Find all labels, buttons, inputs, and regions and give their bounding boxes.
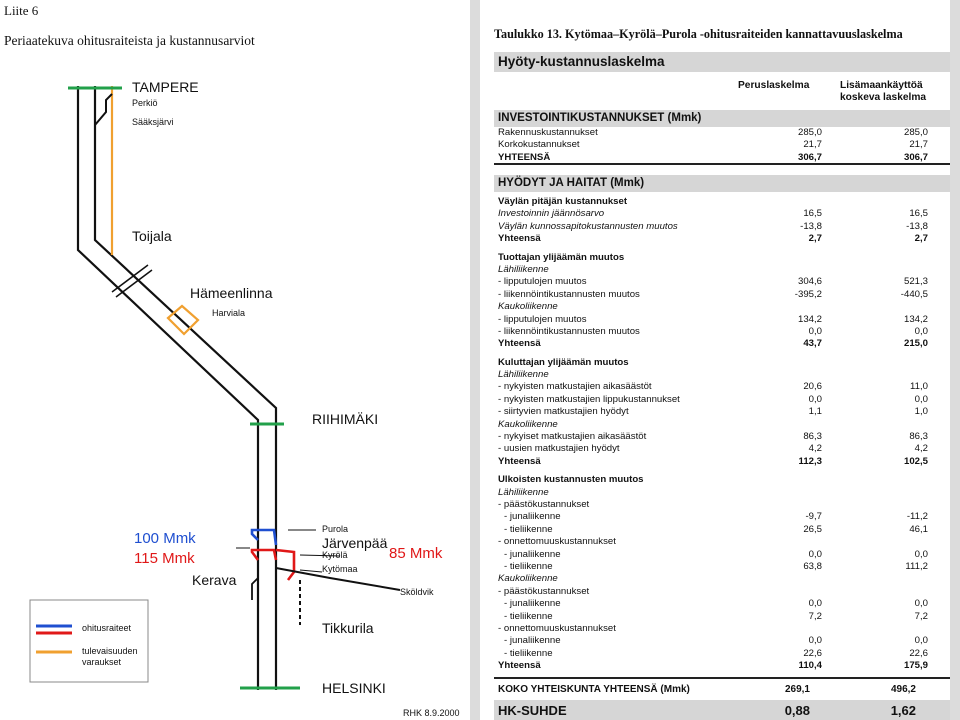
value-additional: 86,3 [909,431,928,443]
table-row [498,598,948,610]
value-basic: 306,7 [797,151,822,163]
value-basic: 86,3 [803,431,822,443]
value-basic: 110,4 [798,660,822,672]
perkio-branch [95,94,112,125]
table-row [498,635,948,647]
table-row [498,536,948,548]
row-label: - nykyisten matkustajien lippukustannukset [498,393,680,405]
ratio-additional: 1,62 [890,703,916,718]
table-row [498,524,948,536]
red-passing-track [252,550,276,560]
station-saaksjarvi: Sääksjärvi [132,117,174,127]
table-row [498,264,948,276]
table-row [498,394,948,406]
hameenlinna-loop [168,306,198,334]
station-tikkurila: Tikkurila [322,620,374,636]
value-basic: 0,0 [808,548,822,560]
cost-blue: 100 Mmk [134,530,196,547]
table-row [498,443,948,455]
table-row [498,314,948,326]
value-basic: 285,0 [797,127,822,138]
row-label: Kaukoliikenne [498,301,558,313]
rail-schematic [0,0,470,720]
value-additional: -13,8 [906,220,928,232]
red-passing-track-right [276,550,294,580]
value-additional: 175,9 [903,660,928,672]
table-row [498,648,948,660]
station-tampere: TAMPERE [132,79,199,95]
value-additional: 16,5 [909,208,928,220]
row-label: - onnettomuuskustannukset [498,622,616,634]
station-jarvenpaa: Järvenpää [322,535,388,551]
row-label: - liikennöintikustannusten muutos [498,288,640,300]
value-basic: 16,5 [803,208,822,220]
row-label: - onnettomuuskustannukset [498,536,616,548]
row-label: - tieliikenne [504,610,553,622]
table-row [498,549,948,561]
value-additional: 0,0 [914,325,928,337]
value-basic: -395,2 [794,288,822,300]
station-toijala: Toijala [132,228,172,244]
schematic-footer: RHK 8.9.2000 [403,708,460,718]
table-row [498,561,948,573]
value-basic: -13,8 [800,220,822,232]
value-basic: 0,0 [808,598,822,610]
row-label: Ulkoisten kustannusten muutos [498,474,644,486]
table-row [498,406,948,418]
section-investment-header: INVESTOINTIKUSTANNUKSET (Mmk) [494,110,950,127]
row-label: - junaliikenne [504,598,561,610]
cost-red: 115 Mmk [134,550,195,567]
total-basic: 269,1 [784,684,810,695]
value-additional: 102,5 [903,455,928,467]
table-row [498,127,948,139]
value-additional: 285,0 [903,127,928,138]
row-label: - junaliikenne [504,635,561,647]
section-benefits-header: HYÖDYT JA HAITAT (Mmk) [494,175,950,192]
row-label: - junaliikenne [504,511,561,523]
column-header-additional [840,80,945,104]
table-row [498,276,948,288]
table-row [498,326,948,338]
legend-passing-tracks: ohitusraiteet [82,623,132,633]
value-additional: 0,0 [914,548,928,560]
row-label: Yhteensä [498,660,541,672]
value-additional: 2,7 [914,233,928,245]
divider [494,163,950,165]
value-basic: 22,6 [803,647,822,659]
ratio-row [494,700,950,720]
row-label: - uusien matkustajien hyödyt [498,443,620,455]
table-row-total [498,233,948,245]
blue-passing-track [252,530,276,545]
row-label: - liikennöintikustannusten muutos [498,325,640,337]
value-basic: 4,2 [808,443,822,455]
schematic-title: Periaatekuva ohitusraiteista ja kustannusarviot [4,33,255,48]
row-label: - nykyisten matkustajien aikasäästöt [498,381,652,393]
section-benefits [498,196,948,672]
table-row [498,487,948,499]
row-label: Lähiliikenne [498,486,549,498]
row-label: Lähiliikenne [498,369,549,381]
row-label: Kaukoliikenne [498,418,558,430]
station-harviala: Harviala [212,308,246,318]
table-row [498,196,948,208]
value-additional: 521,3 [903,276,928,288]
total-additional: 496,2 [890,684,916,695]
value-basic: 43,7 [803,338,822,350]
table-row [498,586,948,598]
row-label: Yhteensä [498,233,541,245]
table-row [498,431,948,443]
value-additional: 0,0 [914,598,928,610]
value-additional: 4,2 [914,443,928,455]
table-row [498,252,948,264]
table-page [470,0,960,720]
value-basic: 26,5 [803,523,822,535]
value-basic: 1,1 [808,406,822,418]
value-additional: -11,2 [906,511,928,523]
legend-future-reservations: tulevaisuuden varaukset [82,646,138,667]
table-row [498,357,948,369]
value-additional: 22,6 [909,647,928,659]
value-additional: 46,1 [909,523,928,535]
row-label: Kuluttajan ylijäämän muutos [498,356,629,368]
table-row [498,573,948,585]
value-basic: 0,0 [808,325,822,337]
row-label: Rakennuskustannukset [498,127,598,138]
value-additional: 111,2 [905,560,928,572]
table-row [498,369,948,381]
value-basic: 112,3 [798,455,822,467]
table-row [498,208,948,220]
value-basic: 20,6 [803,381,822,393]
value-basic: 134,2 [797,313,822,325]
value-additional: 0,0 [914,393,928,405]
row-label: - tieliikenne [504,647,553,659]
divider [494,677,950,679]
row-label: Lähiliikenne [498,263,549,275]
table-row [498,499,948,511]
row-label: Investoinnin jäännösarvo [498,208,605,220]
main-track [78,86,276,690]
table-row-total [498,338,948,350]
schematic-page [0,0,470,720]
value-basic: 304,6 [797,276,822,288]
station-kerava: Kerava [192,572,237,588]
value-additional: 306,7 [903,151,928,163]
table-row [498,611,948,623]
table-heading: Hyöty-kustannuslaskelma [494,52,950,72]
row-label: Tuottajan ylijäämän muutos [498,251,625,263]
value-additional: 21,7 [909,139,928,151]
table-row [498,139,948,151]
value-additional: 1,0 [914,406,928,418]
table-sheet [480,0,950,720]
ratio-label: HK-SUHDE [498,703,567,718]
table-row [498,419,948,431]
appendix-label: Liite 6 [4,3,39,18]
ratio-basic: 0,88 [784,703,810,718]
value-additional: 11,0 [910,381,928,393]
row-label: - siirtyvien matkustajien hyödyt [498,406,629,418]
table-row [498,221,948,233]
table-caption: Taulukko 13. Kytömaa–Kyrölä–Purola -ohitusraiteiden kannattavuuslaskelma [494,27,903,41]
table-row [498,301,948,313]
row-label: - päästökustannukset [498,585,590,597]
station-kyrola: Kyrölä [322,550,348,560]
value-additional: -440,5 [900,288,928,300]
station-helsinki: HELSINKI [322,680,386,696]
row-label: Kaukoliikenne [498,573,558,585]
station-skoldvik: Sköldvik [400,587,434,597]
value-additional: 7,2 [914,610,928,622]
station-perkio: Perkiö [132,98,158,108]
row-label: - nykyiset matkustajien aikasäästöt [498,431,647,443]
value-basic: 0,0 [808,635,822,647]
row-label: Väylän pitäjän kustannukset [498,196,628,207]
value-basic: 7,2 [808,610,822,622]
table-row [498,511,948,523]
value-additional: 134,2 [903,313,928,325]
station-purola: Purola [322,524,349,534]
row-label: Väylän kunnossapitokustannusten muutos [498,220,678,232]
value-additional: 215,0 [903,338,928,350]
table-row [498,289,948,301]
value-basic: 0,0 [808,393,822,405]
row-label: YHTEENSÄ [498,151,551,163]
break-marks [112,265,152,297]
cost-red-right: 85 Mmk [389,545,443,562]
row-label: Yhteensä [498,455,541,467]
value-basic: 63,8 [803,560,822,572]
value-additional: 0,0 [914,635,928,647]
station-hameenlinna: Hämeenlinna [190,285,273,301]
table-row-total [498,660,948,672]
total-row [494,682,950,698]
station-kytomaa: Kytömaa [322,564,358,574]
value-basic: 2,7 [808,233,822,245]
row-label: - tieliikenne [504,560,553,572]
row-label: - lipputulojen muutos [498,276,587,288]
column-header-additional-text: Lisämaankäyttöä koskeva laskelma [840,80,927,103]
row-label: - junaliikenne [504,548,561,560]
value-basic: 21,7 [803,139,822,151]
table-row [498,474,948,486]
column-header-basic: Peruslaskelma [738,80,810,91]
row-label: - lipputulojen muutos [498,313,587,325]
station-bars [68,88,300,688]
table-row-total [498,456,948,468]
table-row [498,623,948,635]
value-basic: -9,7 [805,511,822,523]
row-label: - tieliikenne [504,523,553,535]
row-label: - päästökustannukset [498,498,590,510]
total-label: KOKO YHTEISKUNTA YHTEENSÄ (Mmk) [498,684,690,695]
legend-box [30,600,148,682]
row-label: Yhteensä [498,338,541,350]
section-investment [498,127,948,164]
table-row [498,381,948,393]
station-riihimaki: RIIHIMÄKI [312,411,379,427]
row-label: Korkokustannukset [498,139,580,151]
